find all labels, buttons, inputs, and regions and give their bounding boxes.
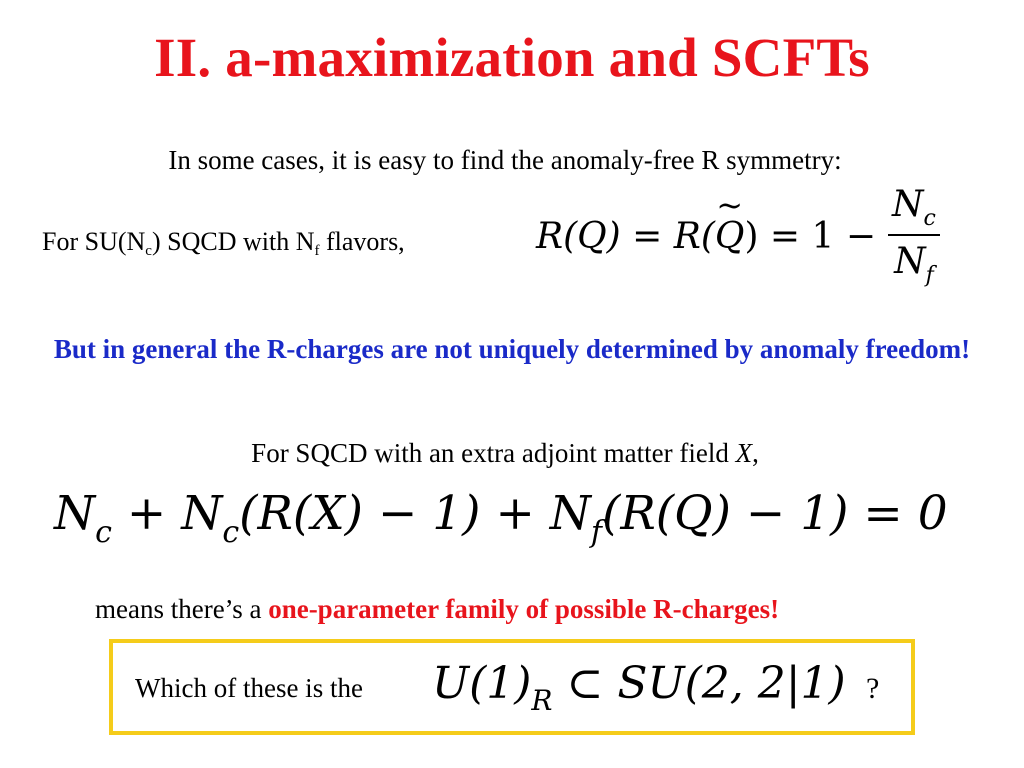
eq2-t2: + N: [111, 486, 223, 541]
eq3-sub-r: R: [531, 684, 553, 717]
eq1-fraction: [888, 184, 940, 289]
sqcd-line: [42, 227, 405, 257]
intro-text: In some cases, it is easy to find the anomaly-free R symmetry:: [168, 145, 842, 175]
adjoint-var: X: [735, 438, 753, 468]
eq2-t1: N: [54, 486, 96, 541]
family-prefix: means there’s a: [95, 594, 269, 624]
eq1-rhs: ) = 1 −: [744, 215, 877, 257]
sqcd-prefix: For SU(N: [42, 227, 146, 256]
family-line: [95, 594, 779, 625]
eq2-t2-sub: c: [222, 515, 240, 550]
sqcd-sub-c: c: [145, 243, 152, 259]
family-highlight: one-parameter family of possible R-charges!: [268, 594, 780, 624]
eq2-t4: (R(Q) − 1) = 0: [602, 486, 948, 541]
sqcd-sub-f: f: [314, 243, 320, 259]
eq1-q-tilde: ~ Q: [715, 216, 745, 257]
eq1-lhs: R(Q) = R(: [536, 215, 715, 257]
eq1-numerator: [888, 184, 940, 231]
eq1-num-n: N: [892, 183, 924, 225]
slide-title: II. a-maximization and SCFTs: [154, 27, 870, 88]
eq2-t1-sub: c: [95, 515, 112, 550]
question-mark: ?: [866, 672, 880, 705]
sqcd-suffix: flavors,: [319, 227, 405, 256]
adjoint-comma: ,: [752, 438, 759, 468]
eq1-denominator: [890, 241, 938, 288]
blue-note: But in general the R-charges are not uniquely determined by anomaly freedom!: [53, 334, 971, 364]
adjoint-line: [0, 438, 1010, 469]
anomaly-equation: [54, 486, 948, 550]
adjoint-text: For SQCD with an extra adjoint matter field: [251, 438, 736, 468]
question-text: Which of these is the: [135, 673, 363, 703]
eq3-su: ⊂ SU(2, 2|1): [552, 658, 846, 709]
eq2-t3: (R(X) − 1) + N: [239, 486, 591, 541]
eq1-num-sub: c: [923, 205, 936, 231]
question-math: [432, 658, 846, 717]
eq1-fraction-bar: [888, 234, 940, 236]
eq1-den-n: N: [894, 241, 926, 282]
sqcd-middle: ) SQCD with N: [151, 227, 315, 256]
r-charge-equation: [536, 183, 940, 288]
eq1-den-sub: f: [925, 263, 934, 288]
eq2-t3-sub: f: [590, 515, 602, 550]
eq3-u1: U(1): [432, 658, 532, 709]
